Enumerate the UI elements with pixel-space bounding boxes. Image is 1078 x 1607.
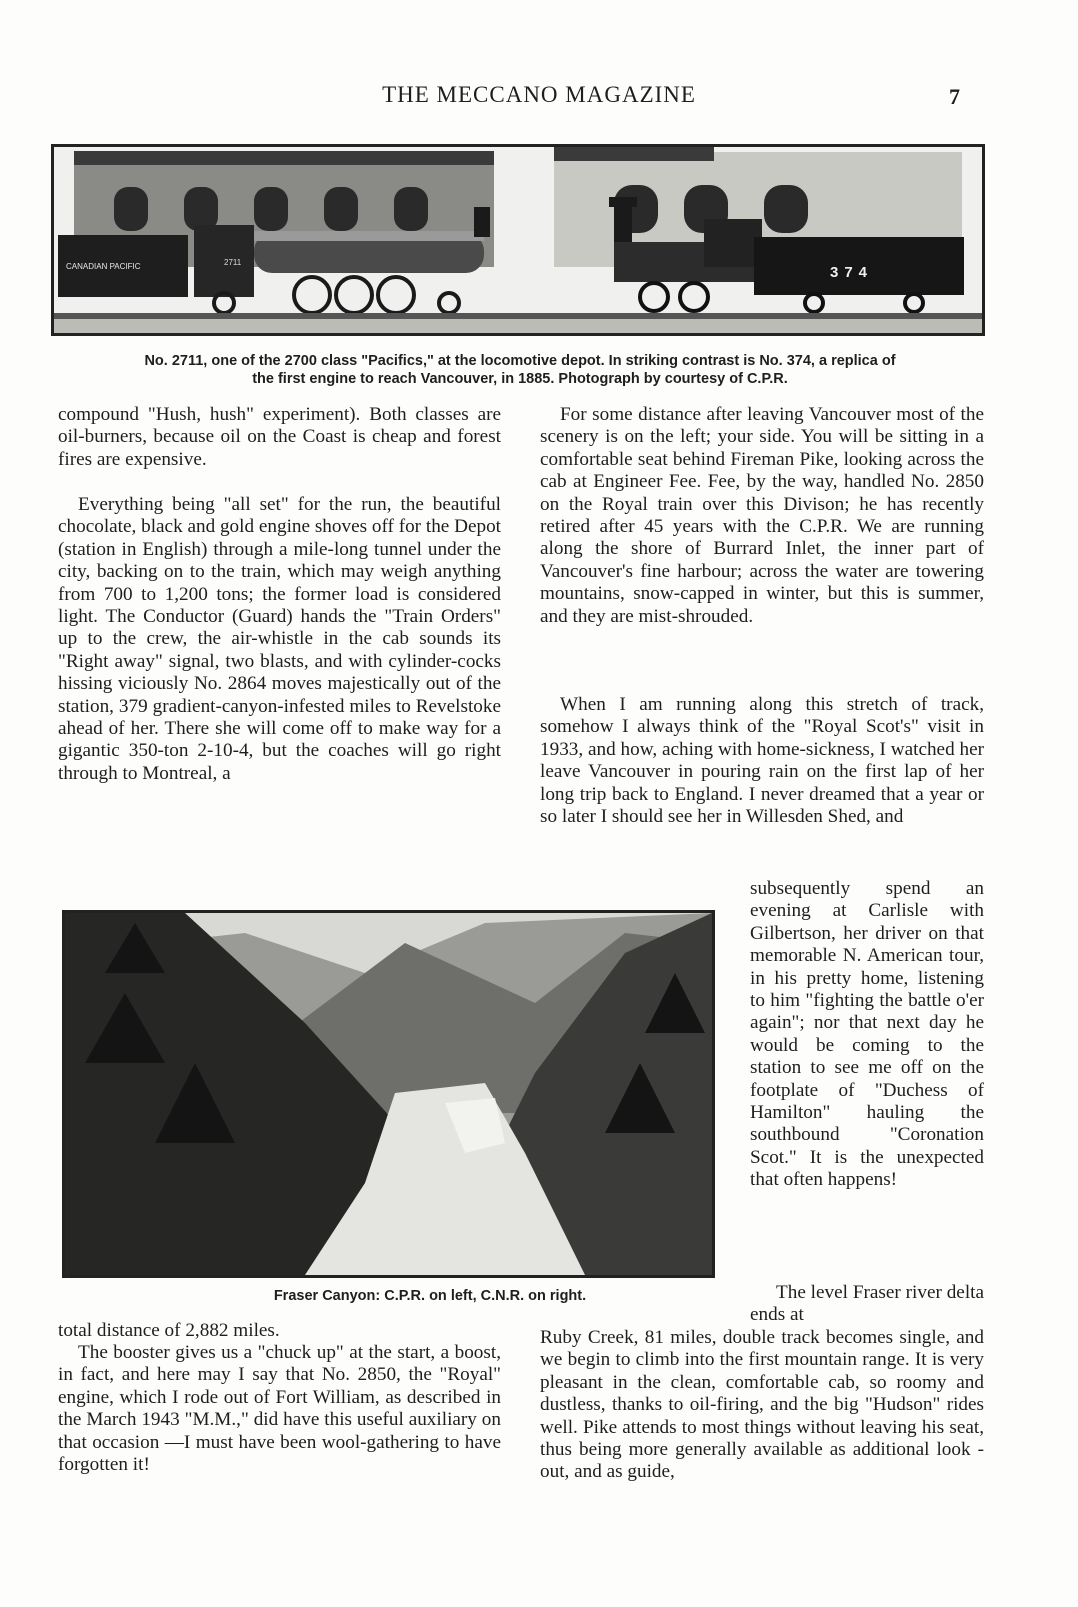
photo-caption-locomotives (50, 352, 990, 388)
left-paragraph-4: The booster gives us a "chuck up" at the start, a boost, in fact, and here may I say that No. 2850, the "Royal" engine, which I rode out of Fort William, as described in the March 1943 "M.M.," did have this useful auxiliary on that occasion —I must have been wool-gathering to have forgotten it! (58, 1342, 501, 1476)
tender-lettering: CANADIAN PACIFIC (66, 262, 141, 271)
fraser-canyon-photo (62, 910, 715, 1278)
right-paragraph-3: Ruby Creek, 81 miles, double track becomes single, and we begin to climb into the first mountain range. It is very pleasant in the clean, comfortable cab, so roomy and dustless, thanks to oil-firing, and the big "Hudson" rides well. Pike attends to most things without leaving his seat, thus being more generally available as additional look - out, and as guide, (540, 1327, 984, 1483)
photo-caption-canyon: Fraser Canyon: C.P.R. on left, C.N.R. on right. (273, 1288, 587, 1304)
caption-line-1: No. 2711, one of the 2700 class "Pacifics," at the locomotive depot. In striking contrast is No. 374, a replica of (144, 353, 896, 369)
replica-number-374: 374 (830, 264, 874, 281)
right-paragraph-2: When I am running along this stretch of track, somehow I always think of the "Royal Scot's" visit in 1933, and how, aching with home-sickness, I watched her leave Vancouver in pouring rain on the first lap of her long trip back to England. I never dreamed that a year or so later I should see her in Willesden Shed, and (540, 694, 984, 828)
left-paragraph-1: compound "Hush, hush" experiment). Both classes are oil-burners, because oil on the Coast is cheap and forest fires are expensive. (58, 404, 501, 470)
page-number: 7 (949, 84, 960, 109)
right-paragraph-1: For some distance after leaving Vancouver most of the scenery is on the left; your side. You will be sitting in a comfortable seat behind Fireman Pike, looking across the cab at Engineer Fee. Fee, by the way, handled No. 2850 on the Royal train over this Divison; he has recently retired after 45 years with the C.P.R. We are running along the shore of Burrard Inlet, the inner part of Vancouver's fine harbour; across the water are towering mountains, snow-capped in winter, but this is summer, and they are mist-shrouded. (540, 404, 984, 627)
right-narrow-paragraph: subsequently spend an evening at Carlisle with Gilbertson, her driver on that memorable N. American tour, in his pretty home, listening to him "fighting the battle o'er again"; nor that next day he would be coming to the station to see me off on the footplate of "Duchess of Hamilton" hauling the southbound "Coronation Scot." It is the unexpected that often happens! (750, 878, 984, 1191)
left-paragraph-3: total distance of 2,882 miles. (58, 1320, 280, 1341)
left-paragraph-2: Everything being "all set" for the run, the beautiful chocolate, black and gold engine shoves off for the Depot (station in English) through a mile-long tunnel under the city, backing on to the train, which may weigh anything from 700 to 1,200 tons; the former load is considered light. The Conductor (Guard) hands the "Train Orders" up to the crew, the air-whistle in the cab sounds its "Right away" signal, two blasts, and with cylinder-cocks hissing viciously No. 2864 moves majestically out of the station, 379 gradient-canyon-infested miles to Revelstoke ahead of her. There she will come off to make way for a gigantic 350-ton 2-10-4, but the coaches will go right through to Montreal, a (58, 494, 501, 784)
right-narrow-paragraph-2: The level Fraser river delta ends at (750, 1282, 984, 1326)
engine-number-2711: 2711 (224, 258, 242, 267)
locomotive-depot-photo (51, 144, 985, 336)
caption-line-2: the first engine to reach Vancouver, in 1885. Photograph by courtesy of C.P.R. (252, 371, 788, 387)
magazine-title: THE MECCANO MAGAZINE (382, 82, 696, 107)
